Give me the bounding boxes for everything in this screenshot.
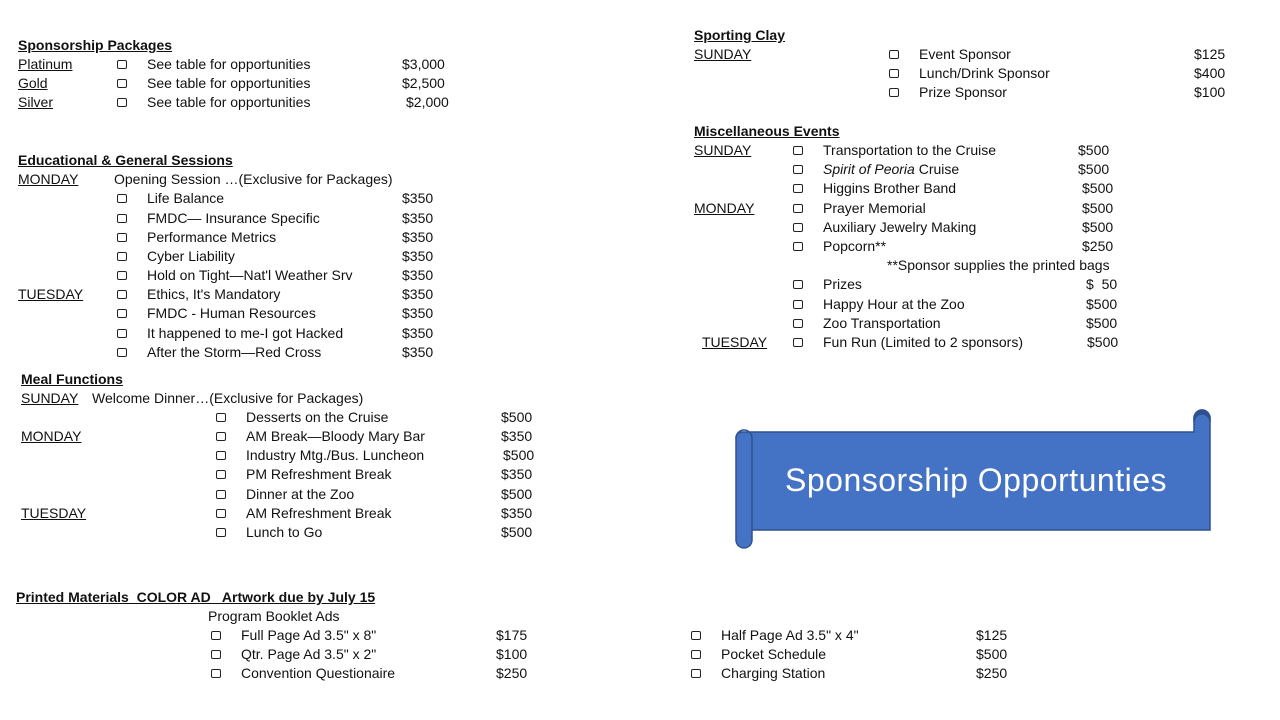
item-checkbox[interactable]: [216, 509, 226, 518]
item-label: FMDC— Insurance Specific: [147, 210, 320, 226]
list-item: [0, 209, 640, 228]
item-price: $350: [402, 267, 434, 283]
item-checkbox[interactable]: [793, 184, 803, 193]
item-checkbox[interactable]: [117, 214, 127, 223]
list-item: [640, 218, 1280, 237]
item-label: Popcorn**: [823, 238, 887, 254]
item-checkbox[interactable]: [211, 650, 221, 659]
item-price: $500: [1082, 180, 1114, 196]
item-price: $125: [1194, 46, 1226, 62]
item-label: Auxiliary Jewelry Making: [823, 219, 977, 235]
item-price: $500: [1082, 200, 1114, 216]
item-checkbox[interactable]: [117, 233, 127, 242]
item-label: Lunch to Go: [246, 524, 323, 540]
item-checkbox[interactable]: [793, 223, 803, 232]
educational-monday-note: Opening Session …(Exclusive for Packages): [114, 171, 393, 187]
list-item: [0, 343, 640, 362]
item-price: $500: [1082, 219, 1114, 235]
item-checkbox[interactable]: [211, 669, 221, 678]
item-label: Charging Station: [721, 665, 826, 681]
list-item: [0, 645, 640, 664]
package-checkbox[interactable]: [117, 98, 127, 107]
package-checkbox[interactable]: [117, 60, 127, 69]
item-price: $500: [501, 486, 533, 502]
item-label: Event Sponsor: [919, 46, 1011, 62]
meals-sunday-label: SUNDAY: [21, 390, 79, 406]
item-checkbox[interactable]: [216, 432, 226, 441]
list-item: [0, 228, 640, 247]
item-price: $500: [976, 646, 1008, 662]
list-item: [0, 523, 640, 542]
package-label: Gold: [18, 75, 48, 91]
misc-title: Miscellaneous Events: [694, 123, 840, 139]
misc-monday-label: MONDAY: [694, 200, 755, 216]
sponsorship-title: Sponsorship Packages: [18, 37, 173, 53]
item-label: Ethics, It's Mandatory: [147, 286, 281, 302]
list-item: [640, 626, 1280, 645]
list-item: [0, 446, 640, 465]
item-label: AM Refreshment Break: [246, 505, 392, 521]
item-label: Full Page Ad 3.5" x 8": [241, 627, 377, 643]
item-label: Transportation to the Cruise: [823, 142, 997, 158]
list-item: [640, 83, 1280, 102]
item-label: Qtr. Page Ad 3.5" x 2": [241, 646, 377, 662]
item-label: Performance Metrics: [147, 229, 277, 245]
item-checkbox[interactable]: [117, 348, 127, 357]
spirit-rest: Cruise: [914, 161, 960, 177]
educational-tuesday-label: TUESDAY: [18, 286, 84, 302]
item-price: $250: [1082, 238, 1114, 254]
list-item: [0, 285, 640, 304]
list-item: [0, 189, 640, 208]
list-item: [640, 333, 1280, 352]
item-label: Lunch/Drink Sponsor: [919, 65, 1050, 81]
item-label: Life Balance: [147, 190, 225, 206]
misc-sunday-label: SUNDAY: [694, 142, 752, 158]
item-label: Prize Sponsor: [919, 84, 1007, 100]
package-label: Platinum: [18, 56, 73, 72]
list-item: [640, 141, 1280, 160]
item-price: $500: [1078, 161, 1110, 177]
item-checkbox[interactable]: [691, 669, 701, 678]
meals-monday-label: MONDAY: [21, 428, 82, 444]
meals-tuesday-label: TUESDAY: [21, 505, 87, 521]
item-checkbox[interactable]: [216, 413, 226, 422]
package-checkbox[interactable]: [117, 79, 127, 88]
package-price: $3,000: [402, 56, 445, 72]
item-label: Zoo Transportation: [823, 315, 941, 331]
item-checkbox[interactable]: [117, 194, 127, 203]
item-price: $ 50: [1086, 276, 1118, 292]
item-price: $350: [501, 428, 533, 444]
list-item: [0, 664, 640, 683]
package-desc: See table for opportunities: [147, 56, 311, 72]
list-item: [0, 626, 640, 645]
item-label: FMDC - Human Resources: [147, 305, 316, 321]
item-checkbox[interactable]: [216, 528, 226, 537]
item-checkbox[interactable]: [117, 290, 127, 299]
list-item: [0, 408, 640, 427]
list-item: [640, 199, 1280, 218]
educational-monday-label: MONDAY: [18, 171, 79, 187]
item-checkbox[interactable]: [216, 490, 226, 499]
item-label: Industry Mtg./Bus. Luncheon: [246, 447, 425, 463]
item-checkbox[interactable]: [889, 88, 899, 97]
item-label: [823, 160, 959, 179]
item-checkbox[interactable]: [691, 631, 701, 640]
item-label: Convention Questionaire: [241, 665, 396, 681]
item-price: $350: [402, 305, 434, 321]
item-checkbox[interactable]: [793, 165, 803, 174]
sponsorship-row-platinum: [0, 55, 640, 74]
item-price: $125: [976, 627, 1008, 643]
item-label: Prizes: [823, 276, 862, 292]
item-label: AM Break—Bloody Mary Bar: [246, 428, 425, 444]
item-price: $350: [501, 466, 533, 482]
item-label: Pocket Schedule: [721, 646, 827, 662]
item-label: Prayer Memorial: [823, 200, 926, 216]
item-checkbox[interactable]: [889, 50, 899, 59]
item-label: Higgins Brother Band: [823, 180, 957, 196]
sponsorship-row-silver: [0, 93, 640, 112]
package-desc: See table for opportunities: [147, 94, 311, 110]
misc-note: **Sponsor supplies the printed bags: [887, 257, 1110, 273]
item-label: Desserts on the Cruise: [246, 409, 389, 425]
list-item: [640, 275, 1280, 294]
list-item: [0, 465, 640, 484]
item-price: $350: [402, 325, 434, 341]
item-price: $350: [402, 248, 434, 264]
list-item: [640, 64, 1280, 83]
list-item: [0, 266, 640, 285]
meals-sunday-note: Welcome Dinner…(Exclusive for Packages): [92, 390, 364, 406]
list-item: [640, 645, 1280, 664]
item-label: It happened to me-I got Hacked: [147, 325, 344, 341]
list-item: [640, 237, 1280, 256]
item-price: $350: [501, 505, 533, 521]
item-price: $500: [1086, 315, 1118, 331]
list-item: [640, 179, 1280, 198]
item-label: PM Refreshment Break: [246, 466, 392, 482]
item-checkbox[interactable]: [793, 204, 803, 213]
printed-title: Printed Materials COLOR AD Artwork due by July 15: [16, 589, 376, 605]
list-item: [0, 304, 640, 323]
item-label: Happy Hour at the Zoo: [823, 296, 965, 312]
item-checkbox[interactable]: [117, 252, 127, 261]
item-price: $400: [1194, 65, 1226, 81]
item-label: Fun Run (Limited to 2 sponsors): [823, 334, 1023, 350]
item-checkbox[interactable]: [117, 309, 127, 318]
item-price: $250: [976, 665, 1008, 681]
printed-subtitle: Program Booklet Ads: [208, 608, 340, 624]
item-price: $100: [1194, 84, 1226, 100]
item-checkbox[interactable]: [216, 470, 226, 479]
spirit-italic: Spirit of Peoria: [823, 161, 915, 177]
item-price: $500: [1086, 296, 1118, 312]
item-label: Hold on Tight—Nat'l Weather Srv: [147, 267, 353, 283]
item-price: $350: [402, 344, 434, 360]
item-checkbox[interactable]: [117, 329, 127, 338]
sponsorship-row-gold: [0, 74, 640, 93]
banner-title: Sponsorship Opportunties: [785, 462, 1167, 498]
item-checkbox[interactable]: [793, 146, 803, 155]
list-item: [0, 427, 640, 446]
item-price: $500: [1078, 142, 1110, 158]
list-item: [0, 324, 640, 343]
list-item: [640, 45, 1280, 64]
item-price: $350: [402, 190, 434, 206]
item-checkbox[interactable]: [211, 631, 221, 640]
item-checkbox[interactable]: [691, 650, 701, 659]
item-price: $350: [402, 229, 434, 245]
item-price: $500: [503, 447, 535, 463]
clay-title: Sporting Clay: [694, 27, 786, 43]
package-label: Silver: [18, 94, 54, 110]
package-price: $2,000: [406, 94, 449, 110]
item-price: $500: [501, 524, 533, 540]
clay-sunday-label: SUNDAY: [694, 46, 752, 62]
misc-tuesday-label: TUESDAY: [702, 334, 768, 350]
item-label: Dinner at the Zoo: [246, 486, 355, 502]
item-checkbox[interactable]: [117, 271, 127, 280]
package-desc: See table for opportunities: [147, 75, 311, 91]
list-item: [640, 314, 1280, 333]
meals-title: Meal Functions: [21, 371, 123, 387]
item-checkbox[interactable]: [793, 338, 803, 347]
list-item: [640, 295, 1280, 314]
item-price: $350: [402, 210, 434, 226]
item-price: $350: [402, 286, 434, 302]
item-checkbox[interactable]: [793, 242, 803, 251]
item-checkbox[interactable]: [889, 69, 899, 78]
item-label: Cyber Liability: [147, 248, 235, 264]
educational-title: Educational & General Sessions: [18, 152, 233, 168]
list-item: [0, 504, 640, 523]
item-price: $250: [496, 665, 528, 681]
item-price: $175: [496, 627, 528, 643]
item-label: Half Page Ad 3.5" x 4": [721, 627, 859, 643]
package-price: $2,500: [402, 75, 445, 91]
item-checkbox[interactable]: [793, 300, 803, 309]
item-price: $500: [1087, 334, 1119, 350]
list-item: [640, 160, 1280, 179]
item-checkbox[interactable]: [793, 280, 803, 289]
list-item: [0, 247, 640, 266]
item-price: $500: [501, 409, 533, 425]
list-item: [640, 664, 1280, 683]
item-checkbox[interactable]: [793, 319, 803, 328]
item-label: After the Storm—Red Cross: [147, 344, 322, 360]
item-price: $100: [496, 646, 528, 662]
list-item: [0, 485, 640, 504]
item-checkbox[interactable]: [216, 451, 226, 460]
